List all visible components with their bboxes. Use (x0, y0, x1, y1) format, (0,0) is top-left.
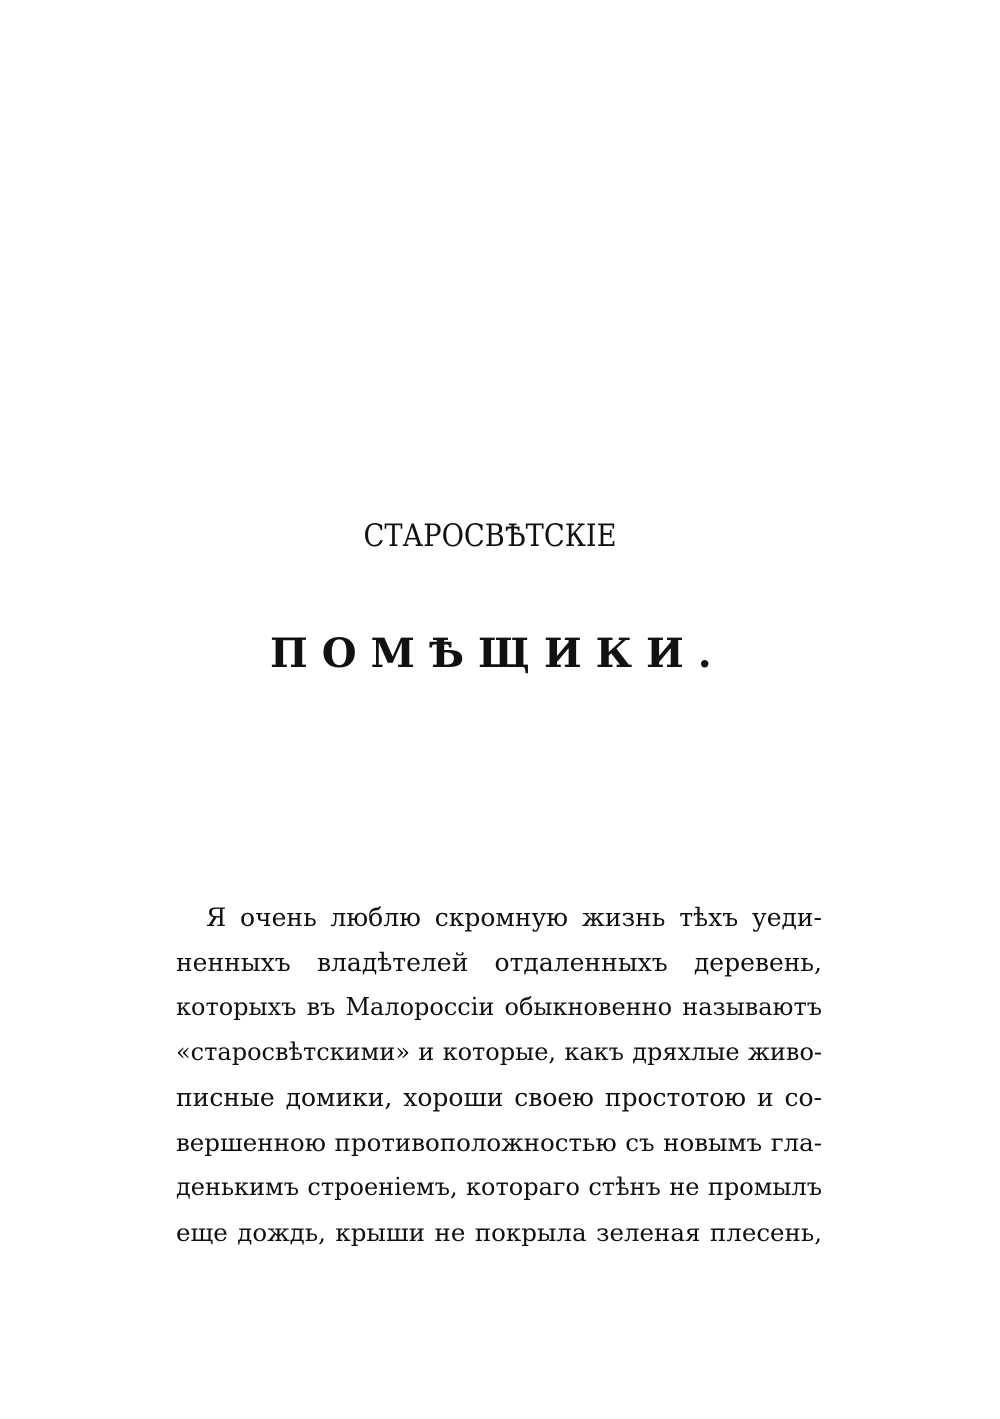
text-line: которыхъ въ Малороссіи обыкновенно называютъ (176, 993, 822, 1021)
text-line: денькимъ строеніемъ, котораго стѣнъ не промылъ (176, 1173, 822, 1201)
text-line: «старосвѣтскими» и которые, какъ дряхлые живо- (176, 1038, 822, 1066)
body-paragraph (176, 895, 822, 1255)
text-line: Я очень люблю скромную жизнь тѣхъ уеди- (206, 903, 822, 932)
title-line-2: ПОМѢЩИКИ. (270, 630, 726, 677)
text-line: еще дождь, крыши не покрыла зеленая плесень, (176, 1218, 822, 1247)
text-line: ненныхъ владѣтелей отдаленныхъ деревень, (176, 948, 822, 977)
text-line: писные домики, хороши своею простотою и со- (176, 1083, 822, 1112)
title-line-1: СТАРОСВѢТСКІЕ (363, 518, 617, 554)
text-line: вершенною противоположностью съ новымъ гла- (176, 1128, 822, 1157)
